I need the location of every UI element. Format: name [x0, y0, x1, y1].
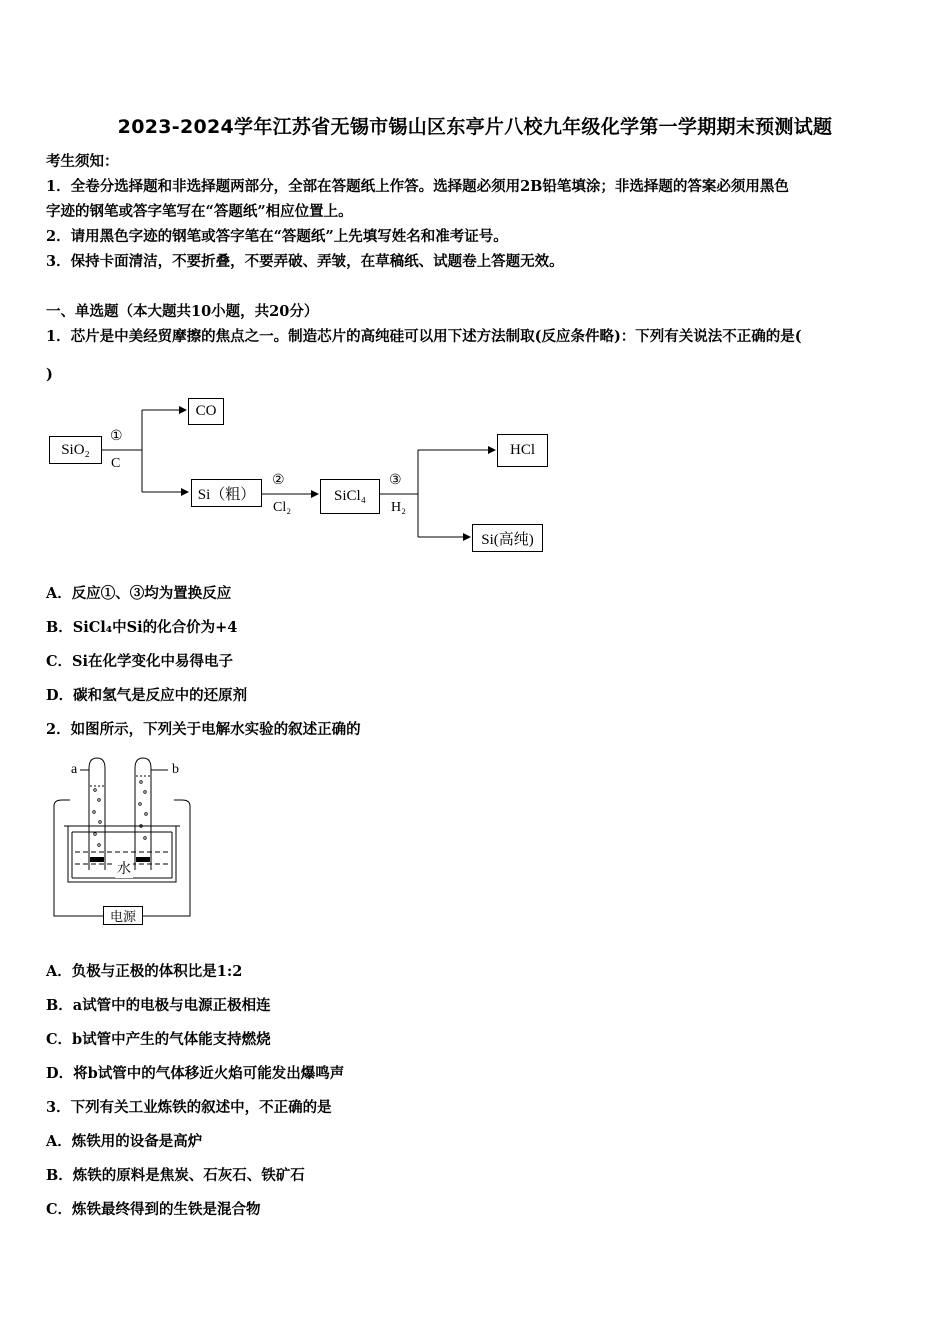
q3-option-c[interactable]: C．炼铁最终得到的生铁是混合物: [46, 1201, 261, 1218]
q2-option-b[interactable]: B．a试管中的电极与电源正极相连: [46, 997, 271, 1014]
q2-option-d[interactable]: D．将b试管中的气体移近火焰可能发出爆鸣声: [46, 1065, 345, 1082]
q1-option-b[interactable]: B．SiCl₄中Si的化合价为+4: [46, 619, 238, 636]
hcl-box: HCl: [497, 434, 548, 467]
notice-heading: 考生须知：: [46, 153, 119, 170]
notice-item: 1．全卷分选择题和非选择题两部分，全部在答题纸上作答。选择题必须用2B铅笔填涂；非选择题的答案必须用黑色: [46, 178, 789, 195]
q1-option-c[interactable]: C．Si在化学变化中易得电子: [46, 653, 234, 670]
reagent-3-label: H₂: [391, 500, 406, 515]
si-crude-box: Si（粗）: [191, 479, 262, 507]
q2-option-a[interactable]: A．负极与正极的体积比是1:2: [46, 963, 243, 980]
q1-option-a[interactable]: A．反应①、③均为置换反应: [46, 585, 232, 602]
section-heading: 一、单选题（本大题共10小题，共20分）: [46, 303, 319, 320]
water-label: 水: [115, 858, 133, 878]
reagent-2-label: Cl₂: [273, 500, 292, 515]
co-box: CO: [188, 398, 224, 425]
tube-a-label: a: [71, 762, 78, 777]
q3-option-a[interactable]: A．炼铁用的设备是高炉: [46, 1133, 203, 1150]
reagent-1-label: C: [111, 456, 121, 471]
sio2-box: SiO₂: [49, 436, 102, 464]
step-1-label: ①: [110, 429, 123, 444]
question-3-stem: 3．下列有关工业炼铁的叙述中，不正确的是: [46, 1099, 332, 1116]
question-1-stem: 1．芯片是中美经贸摩擦的焦点之一。制造芯片的高纯硅可以用下述方法制取(反应条件略)：下列有关说法不正确的是(: [46, 328, 802, 345]
notice-item: 2．请用黑色字迹的钢笔或答字笔在“答题纸”上先填写姓名和准考证号。: [46, 228, 508, 245]
sicl4-box: SiCl₄: [320, 479, 380, 514]
tube-b-label: b: [172, 762, 179, 777]
step-2-label: ②: [272, 473, 285, 488]
notice-item: 3．保持卡面清洁，不要折叠，不要弄破、弄皱，在草稿纸、试题卷上答题无效。: [46, 253, 564, 270]
q3-option-b[interactable]: B．炼铁的原料是焦炭、石灰石、铁矿石: [46, 1167, 305, 1184]
si-pure-box: Si(高纯): [472, 524, 543, 552]
question-1-stem-end: ): [46, 366, 53, 383]
page-title: 2023-2024学年江苏省无锡市锡山区东亭片八校九年级化学第一学期期末预测试题: [117, 116, 833, 138]
power-source-box: 电源: [103, 906, 143, 925]
notice-item: 字迹的钢笔或答字笔写在“答题纸”相应位置上。: [46, 203, 353, 220]
question-2-stem: 2．如图所示，下列关于电解水实验的叙述正确的: [46, 721, 361, 738]
step-3-label: ③: [389, 473, 402, 488]
q1-option-d[interactable]: D．碳和氢气是反应中的还原剂: [46, 687, 248, 704]
q2-option-c[interactable]: C．b试管中产生的气体能支持燃烧: [46, 1031, 271, 1048]
